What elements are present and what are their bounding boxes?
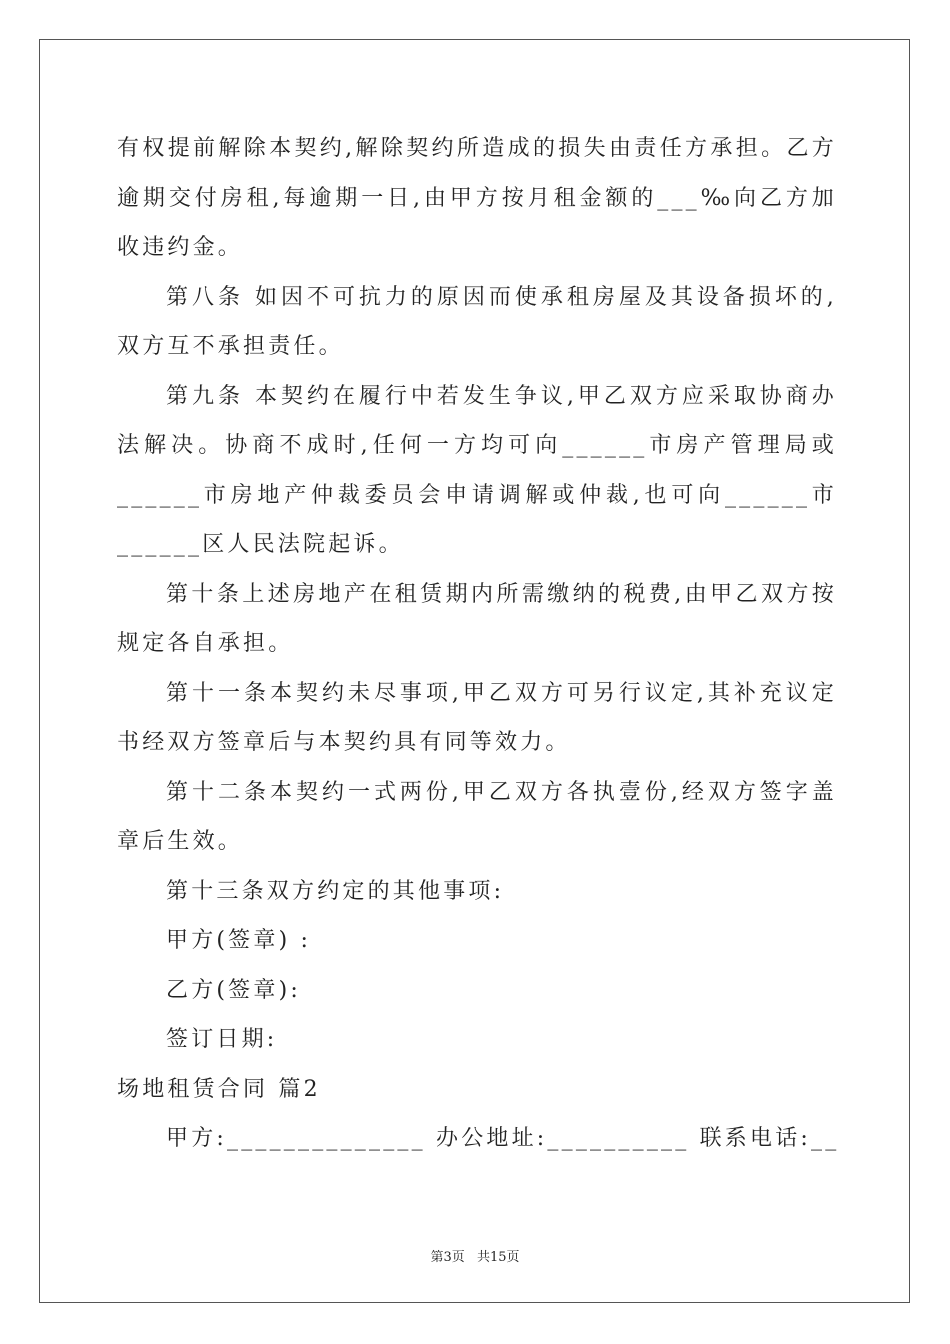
paragraph-article-11: 第十一条本契约未尽事项,甲乙双方可另行议定,其补充议定书经双方签章后与本契约具有同等效力。 — [117, 680, 837, 755]
paragraph-article-8: 第八条 如因不可抗力的原因而使承租房屋及其设备损坏的,双方互不承担责任。 — [117, 284, 837, 359]
party-a-contact-line: 甲方:______________ 办公地址:__________ 联系电话:__ — [166, 1126, 840, 1151]
page-footer — [0, 1246, 950, 1265]
paragraph-article-12: 第十二条本契约一式两份,甲乙双方各执壹份,经双方签字盖章后生效。 — [117, 779, 837, 854]
party-b-signature: 乙方(签章): — [166, 977, 301, 1003]
document-body — [117, 124, 840, 1164]
paragraph-article-13: 第十三条双方约定的其他事项: — [166, 878, 505, 904]
page-number: 第3页 — [430, 1250, 465, 1265]
paragraph-1: 有权提前解除本契约,解除契约所造成的损失由责任方承担。乙方逾期交付房租,每逾期一日,由甲方按月租金额的___‰向乙方加收违约金。 — [117, 136, 837, 260]
signing-date: 签订日期: — [166, 1027, 278, 1052]
party-a-signature: 甲方(签章) : — [166, 928, 312, 953]
section-heading: 场地租赁合同 篇2 — [117, 1076, 321, 1102]
paragraph-article-10: 第十条上述房地产在租赁期内所需缴纳的税费,由甲乙双方按规定各自承担。 — [117, 581, 837, 656]
page-total: 共15页 — [476, 1250, 520, 1265]
paragraph-article-9: 第九条 本契约在履行中若发生争议,甲乙双方应采取协商办法解决。协商不成时,任何一方均可向______市房产管理局或______市房地产仲裁委员会申请调解或仲裁,也可向______市______区人民法院起诉。 — [117, 383, 837, 557]
